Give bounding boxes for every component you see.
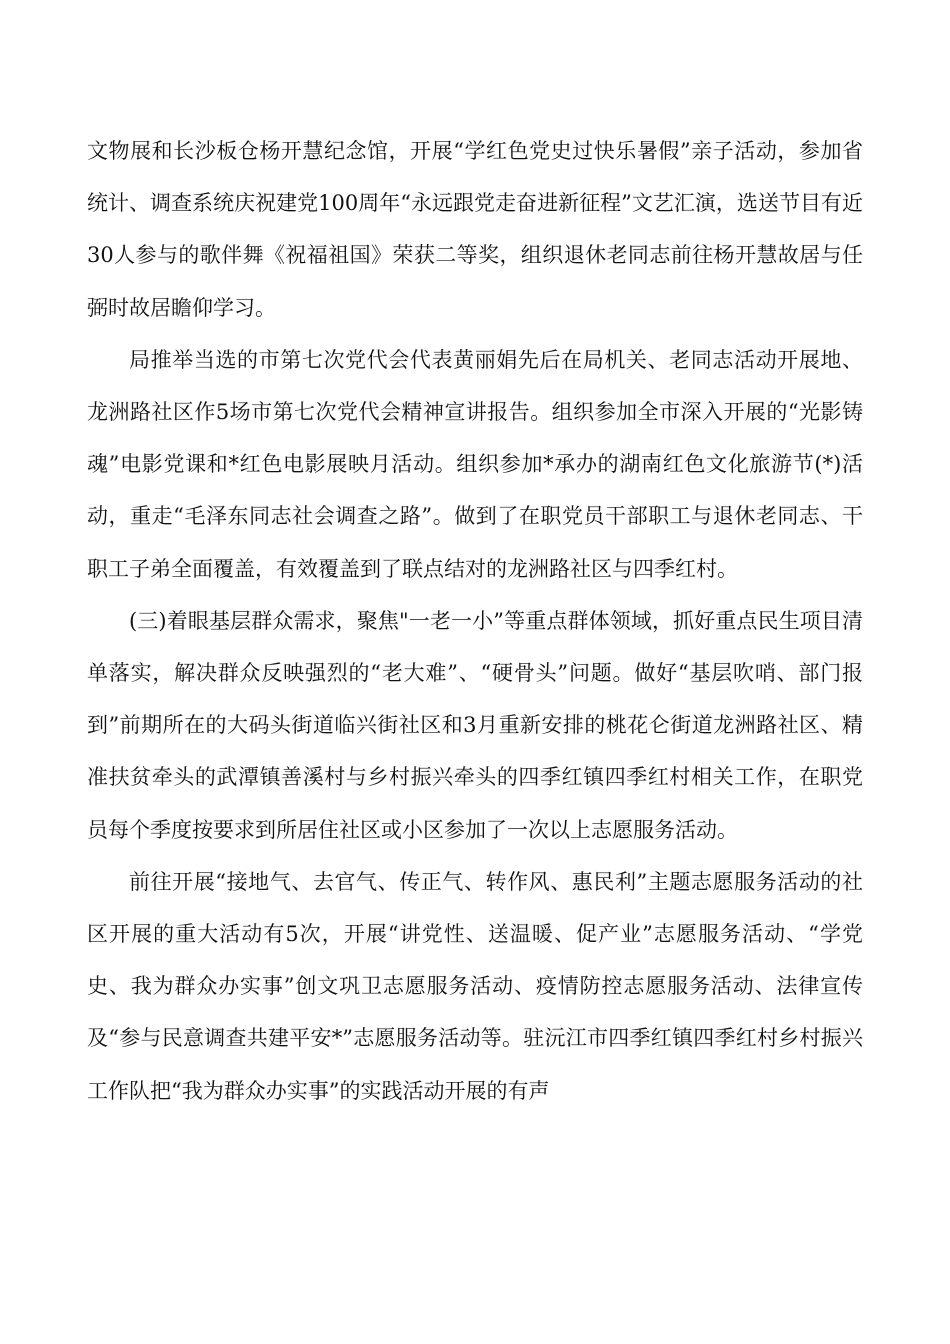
paragraph-continuation: 文物展和长沙板仓杨开慧纪念馆，开展“学红色党史过快乐暑假”亲子活动，参加省统计、调查系统庆祝建党100周年“永远跟党走奋进新征程”文艺汇演，选送节目有近30人参与的歌伴舞《祝福祖国》荣获二等奖，组织退休老同志前往杨开慧故居与任弼时故居瞻仰学习。 [87, 139, 863, 320]
paragraph-party-congress-report: 局推举当选的市第七次党代会代表黄丽娟先后在局机关、老同志活动开展地、龙洲路社区作5场市第七次党代会精神宣讲报告。组织参加全市深入开展的“光影铸魂”电影党课和*红色电影展映月活动。组织参加*承办的湖南红色文化旅游节(*)活动，重走“毛泽东同志社会调查之路”。做到了在职党员干部职工与退休老同志、干职工子弟全面覆盖，有效覆盖到了联点结对的龙洲路社区与四季红村。 [87, 347, 863, 581]
paragraph-grassroots-needs: (三)着眼基层群众需求，聚焦"一老一小”等重点群体领域，抓好重点民生项目清单落实，解决群众反映强烈的“老大难”、“硬骨头”问题。做好“基层吹哨、部门报到”前期所在的大码头街道临兴街社区和3月重新安排的桃花仑街道龙洲路社区、精准扶贫牵头的武潭镇善溪村与乡村振兴牵头的四季红镇四季红村相关工作，在职党员每个季度按要求到所居住社区或小区参加了一次以上志愿服务活动。 [87, 608, 863, 842]
document-body [87, 125, 863, 1117]
paragraph-volunteer-activities: 前往开展“接地气、去官气、传正气、转作风、惠民利”主题志愿服务活动的社区开展的重大活动有5次，开展“讲党性、送温暖、促产业”志愿服务活动、“学党史、我为群众办实事”创文巩卫志愿服务活动、疫情防控志愿服务活动、法律宣传及“参与民意调查共建平安*”志愿服务活动等。驻沅江市四季红镇四季红村乡村振兴工作队把“我为群众办实事”的实践活动开展的有声 [87, 869, 863, 1103]
